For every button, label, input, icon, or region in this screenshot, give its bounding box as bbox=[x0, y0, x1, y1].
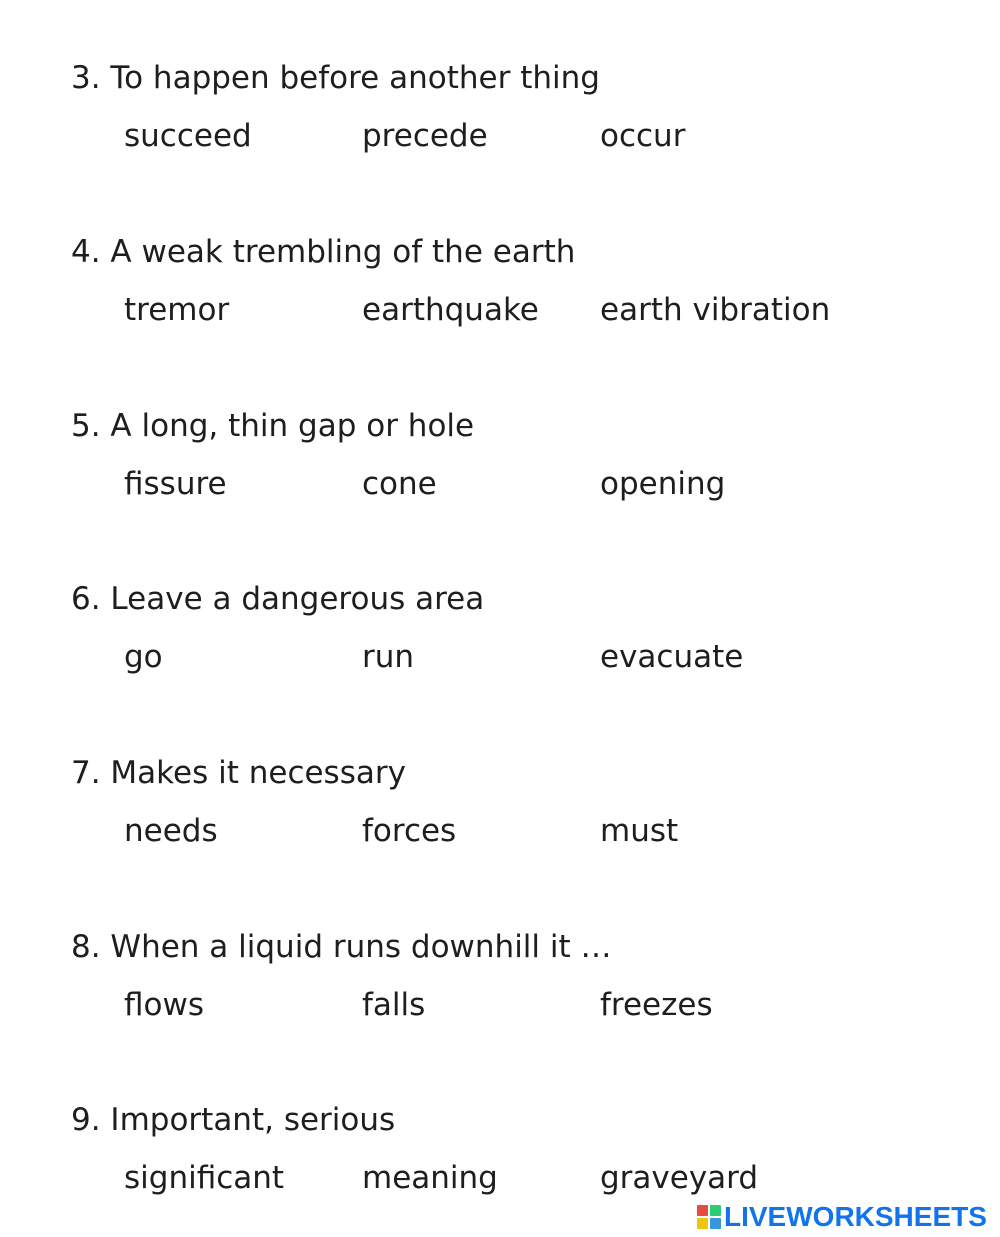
question-prompt: 3. To happen before another thing bbox=[71, 60, 600, 96]
question-5 bbox=[71, 406, 971, 526]
brand-text: LIVEWORKSHEETS bbox=[724, 1201, 987, 1232]
answer-option[interactable]: go bbox=[124, 639, 163, 675]
liveworksheets-logo-icon bbox=[697, 1205, 721, 1229]
answer-option[interactable]: evacuate bbox=[600, 639, 744, 675]
answer-option[interactable]: opening bbox=[600, 466, 726, 502]
answer-option[interactable]: freezes bbox=[600, 987, 713, 1023]
answer-option[interactable]: meaning bbox=[362, 1160, 498, 1196]
logo-tile bbox=[697, 1218, 708, 1229]
answer-option[interactable]: run bbox=[362, 639, 415, 675]
answer-option[interactable]: earth vibration bbox=[600, 292, 831, 328]
answer-option[interactable]: significant bbox=[124, 1160, 285, 1196]
answer-option[interactable]: occur bbox=[600, 118, 686, 154]
answer-option[interactable]: earthquake bbox=[362, 292, 539, 328]
question-prompt: 7. Makes it necessary bbox=[71, 755, 406, 791]
answer-option[interactable]: flows bbox=[124, 987, 204, 1023]
question-7 bbox=[71, 753, 971, 873]
liveworksheets-brand bbox=[697, 1202, 987, 1232]
answer-option[interactable]: cone bbox=[362, 466, 437, 502]
answer-option[interactable]: graveyard bbox=[600, 1160, 759, 1196]
question-prompt: 6. Leave a dangerous area bbox=[71, 581, 485, 617]
logo-tile bbox=[697, 1205, 708, 1216]
answer-option[interactable]: must bbox=[600, 813, 679, 849]
question-prompt: 5. A long, thin gap or hole bbox=[71, 408, 475, 444]
answer-option[interactable]: succeed bbox=[124, 118, 252, 154]
answer-option[interactable]: needs bbox=[124, 813, 218, 849]
question-8 bbox=[71, 927, 971, 1047]
question-prompt: 4. A weak trembling of the earth bbox=[71, 234, 576, 270]
question-3 bbox=[71, 58, 971, 178]
answer-option[interactable]: fissure bbox=[124, 466, 227, 502]
answer-option[interactable]: tremor bbox=[124, 292, 230, 328]
question-4 bbox=[71, 232, 971, 352]
question-6 bbox=[71, 579, 971, 699]
logo-tile bbox=[710, 1218, 721, 1229]
answer-option[interactable]: precede bbox=[362, 118, 488, 154]
answer-option[interactable]: falls bbox=[362, 987, 426, 1023]
question-prompt: 9. Important, serious bbox=[71, 1102, 396, 1138]
question-prompt: 8. When a liquid runs downhill it … bbox=[71, 929, 612, 965]
logo-tile bbox=[710, 1205, 721, 1216]
answer-option[interactable]: forces bbox=[362, 813, 457, 849]
